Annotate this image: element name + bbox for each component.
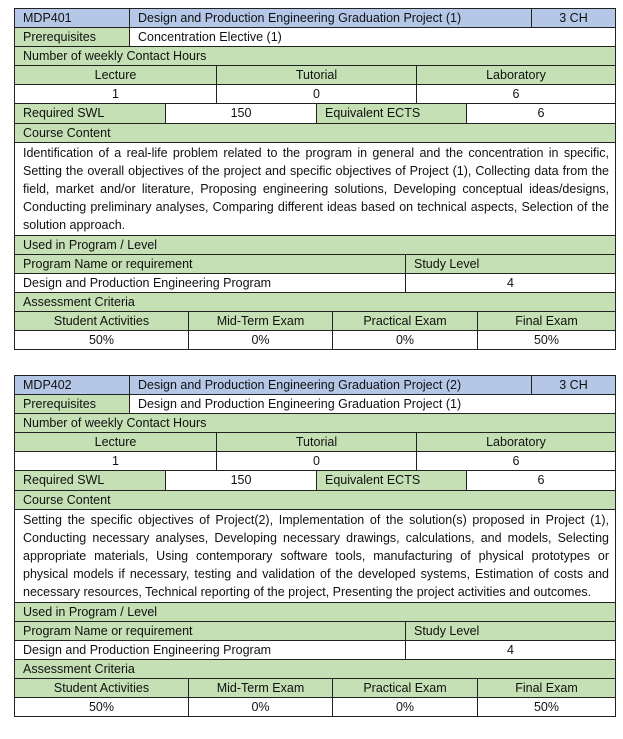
assessment-values-row <box>14 330 616 350</box>
swl-value: 150 <box>166 104 317 123</box>
contact-hours-label: Number of weekly Contact Hours <box>15 414 615 432</box>
assessment-values-row <box>14 697 616 717</box>
laboratory-header: Laboratory <box>417 66 615 84</box>
lecture-header: Lecture <box>15 433 217 451</box>
course-content-text: Setting the specific objectives of Project(2), Implementation of the solution(s) proposed in Project (1), Conducting necessary analyses, Developing necessary drawings, calculations, and models, Selecting appropriate materials, Using contemporary software tools, manufacturing of physical prototypes or physical models if necessary, testing and validation of the developed systems, Estimation of costs and necessary resources, Technical reporting of the project, Presenting the project activities and outcomes. <box>15 510 615 602</box>
program-name-label: Program Name or requirement <box>15 622 406 640</box>
credit-hours: 3 CH <box>532 376 615 394</box>
study-level-value: 4 <box>406 641 615 659</box>
tutorial-value: 0 <box>217 85 417 103</box>
midterm-value: 0% <box>189 331 333 349</box>
course-table-mdp401 <box>14 8 616 350</box>
course-title: Design and Production Engineering Graduation Project (2) <box>130 376 532 394</box>
study-level-value: 4 <box>406 274 615 292</box>
midterm-value: 0% <box>189 698 333 716</box>
course-code: MDP402 <box>15 376 130 394</box>
contact-hours-values-row <box>14 84 616 103</box>
used-in-label-row <box>14 235 616 254</box>
tutorial-header: Tutorial <box>217 66 417 84</box>
course-header-row <box>14 8 616 27</box>
contact-hours-values-row <box>14 451 616 470</box>
program-header-row <box>14 254 616 273</box>
ects-label: Equivalent ECTS <box>317 471 467 490</box>
contact-hours-label: Number of weekly Contact Hours <box>15 47 615 65</box>
final-value: 50% <box>478 698 615 716</box>
course-content-label: Course Content <box>15 124 615 142</box>
course-title: Design and Production Engineering Graduation Project (1) <box>130 9 532 27</box>
used-in-label: Used in Program / Level <box>15 603 615 621</box>
lecture-value: 1 <box>15 452 217 470</box>
final-header: Final Exam <box>478 312 615 330</box>
contact-hours-label-row <box>14 46 616 65</box>
student-activities-value: 50% <box>15 698 189 716</box>
used-in-label: Used in Program / Level <box>15 236 615 254</box>
course-code: MDP401 <box>15 9 130 27</box>
swl-row <box>14 103 616 123</box>
laboratory-value: 6 <box>417 452 615 470</box>
tutorial-header: Tutorial <box>217 433 417 451</box>
program-name-label: Program Name or requirement <box>15 255 406 273</box>
course-content-label-row <box>14 123 616 142</box>
midterm-header: Mid-Term Exam <box>189 312 333 330</box>
practical-header: Practical Exam <box>333 312 478 330</box>
midterm-header: Mid-Term Exam <box>189 679 333 697</box>
assessment-header-row <box>14 678 616 697</box>
course-content-label: Course Content <box>15 491 615 509</box>
course-header-row <box>14 375 616 394</box>
ects-value: 6 <box>467 471 615 490</box>
assessment-header-row <box>14 311 616 330</box>
contact-hours-header-row <box>14 432 616 451</box>
student-activities-header: Student Activities <box>15 312 189 330</box>
prerequisites-value: Concentration Elective (1) <box>130 28 615 46</box>
course-content-label-row <box>14 490 616 509</box>
program-name-value: Design and Production Engineering Program <box>15 274 406 292</box>
program-header-row <box>14 621 616 640</box>
assessment-label: Assessment Criteria <box>15 293 615 311</box>
final-header: Final Exam <box>478 679 615 697</box>
ects-label: Equivalent ECTS <box>317 104 467 123</box>
contact-hours-header-row <box>14 65 616 84</box>
assessment-label-row <box>14 659 616 678</box>
prerequisites-row <box>14 27 616 46</box>
used-in-label-row <box>14 602 616 621</box>
swl-label: Required SWL <box>15 104 166 123</box>
laboratory-value: 6 <box>417 85 615 103</box>
practical-header: Practical Exam <box>333 679 478 697</box>
prerequisites-value: Design and Production Engineering Graduation Project (1) <box>130 395 615 413</box>
student-activities-value: 50% <box>15 331 189 349</box>
course-content-row <box>14 142 616 235</box>
practical-value: 0% <box>333 698 478 716</box>
program-name-value: Design and Production Engineering Program <box>15 641 406 659</box>
assessment-label: Assessment Criteria <box>15 660 615 678</box>
final-value: 50% <box>478 331 615 349</box>
study-level-label: Study Level <box>406 622 615 640</box>
course-table-mdp402 <box>14 375 616 717</box>
lecture-header: Lecture <box>15 66 217 84</box>
prerequisites-row <box>14 394 616 413</box>
contact-hours-label-row <box>14 413 616 432</box>
swl-row <box>14 470 616 490</box>
course-content-text: Identification of a real-life problem related to the program in general and the concentration in specific, Setting the overall objectives of the project and specific objectives of Project (1), Collecting data from the field, market and/or literature, Proposing engineering solutions, Developing conceptual ideas/designs, Conducting preliminary analyses, Comparing different ideas based on technical aspects, Selection of the solution approach. <box>15 143 615 235</box>
program-value-row <box>14 273 616 292</box>
swl-value: 150 <box>166 471 317 490</box>
swl-label: Required SWL <box>15 471 166 490</box>
laboratory-header: Laboratory <box>417 433 615 451</box>
program-value-row <box>14 640 616 659</box>
prerequisites-label: Prerequisites <box>15 28 130 46</box>
prerequisites-label: Prerequisites <box>15 395 130 413</box>
ects-value: 6 <box>467 104 615 123</box>
credit-hours: 3 CH <box>532 9 615 27</box>
assessment-label-row <box>14 292 616 311</box>
tutorial-value: 0 <box>217 452 417 470</box>
student-activities-header: Student Activities <box>15 679 189 697</box>
practical-value: 0% <box>333 331 478 349</box>
course-content-row <box>14 509 616 602</box>
study-level-label: Study Level <box>406 255 615 273</box>
lecture-value: 1 <box>15 85 217 103</box>
